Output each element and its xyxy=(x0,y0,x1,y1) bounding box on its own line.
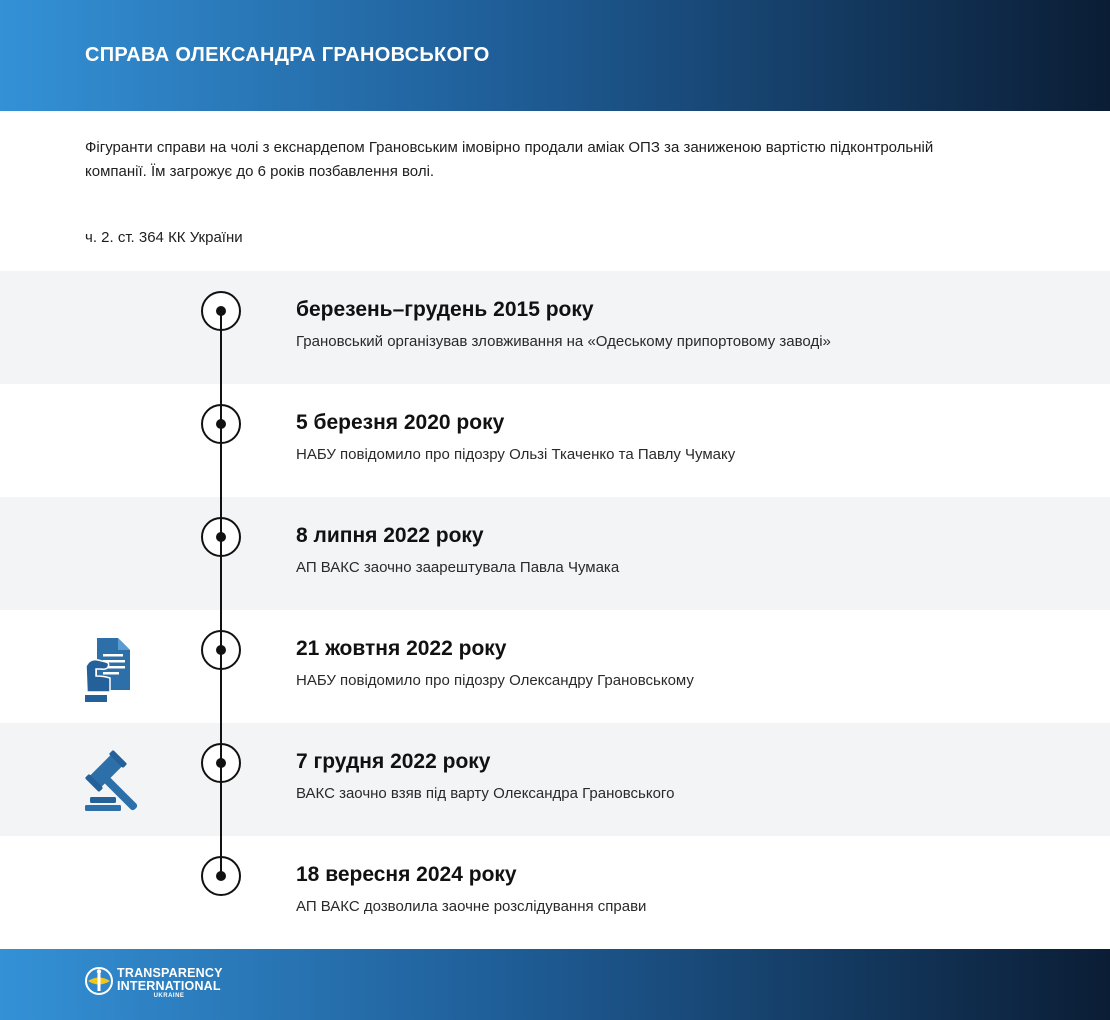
timeline-description: ВАКС заочно взяв під варту Олександра Грановського xyxy=(296,785,675,802)
timeline-description: АП ВАКС дозволила заочне розслідування справи xyxy=(296,898,647,915)
logo-line-ukraine: UKRAINE xyxy=(153,993,185,999)
transparency-international-logo[interactable] xyxy=(84,966,234,1000)
ti-logo-icon xyxy=(84,966,114,996)
header-banner xyxy=(0,0,1110,111)
law-article: ч. 2. ст. 364 КК України xyxy=(85,229,243,246)
timeline-description: НАБУ повідомило про підозру Ользі Ткаченко та Павлу Чумаку xyxy=(296,446,736,463)
logo-line-transparency: TRANSPARENCY xyxy=(117,966,223,980)
logo-line-international: INTERNATIONAL xyxy=(117,979,221,993)
timeline-description: НАБУ повідомило про підозру Олександру Грановському xyxy=(296,672,694,689)
timeline-item xyxy=(0,723,1110,836)
timeline-item xyxy=(0,497,1110,610)
intro-text: Фігуранти справи на чолі з екснардепом Грановським імовірно продали аміак ОПЗ за заниженою вартістю підконтрольній компанії. Їм загрожує до 6 років позбавлення волі. xyxy=(85,139,934,180)
timeline-item xyxy=(0,384,1110,497)
timeline-date: 18 вересня 2024 року xyxy=(296,863,517,886)
timeline-date: 7 грудня 2022 року xyxy=(296,750,491,773)
timeline-description: Грановський організував зловживання на «Одеському припортовому заводі» xyxy=(296,333,831,350)
timeline xyxy=(0,271,1110,949)
timeline-date: березень–грудень 2015 року xyxy=(296,298,594,321)
timeline-date: 8 липня 2022 року xyxy=(296,524,484,547)
timeline-description: АП ВАКС заочно заарештувала Павла Чумака xyxy=(296,559,620,576)
page-title: СПРАВА ОЛЕКСАНДРА ГРАНОВСЬКОГО xyxy=(85,44,490,66)
timeline-item xyxy=(0,271,1110,384)
gavel-icon xyxy=(84,749,148,815)
timeline-date: 21 жовтня 2022 року xyxy=(296,637,507,660)
timeline-date: 5 березня 2020 року xyxy=(296,411,505,434)
document-hand-icon xyxy=(84,636,134,706)
timeline-line xyxy=(220,311,222,876)
timeline-item xyxy=(0,836,1110,949)
timeline-item xyxy=(0,610,1110,723)
